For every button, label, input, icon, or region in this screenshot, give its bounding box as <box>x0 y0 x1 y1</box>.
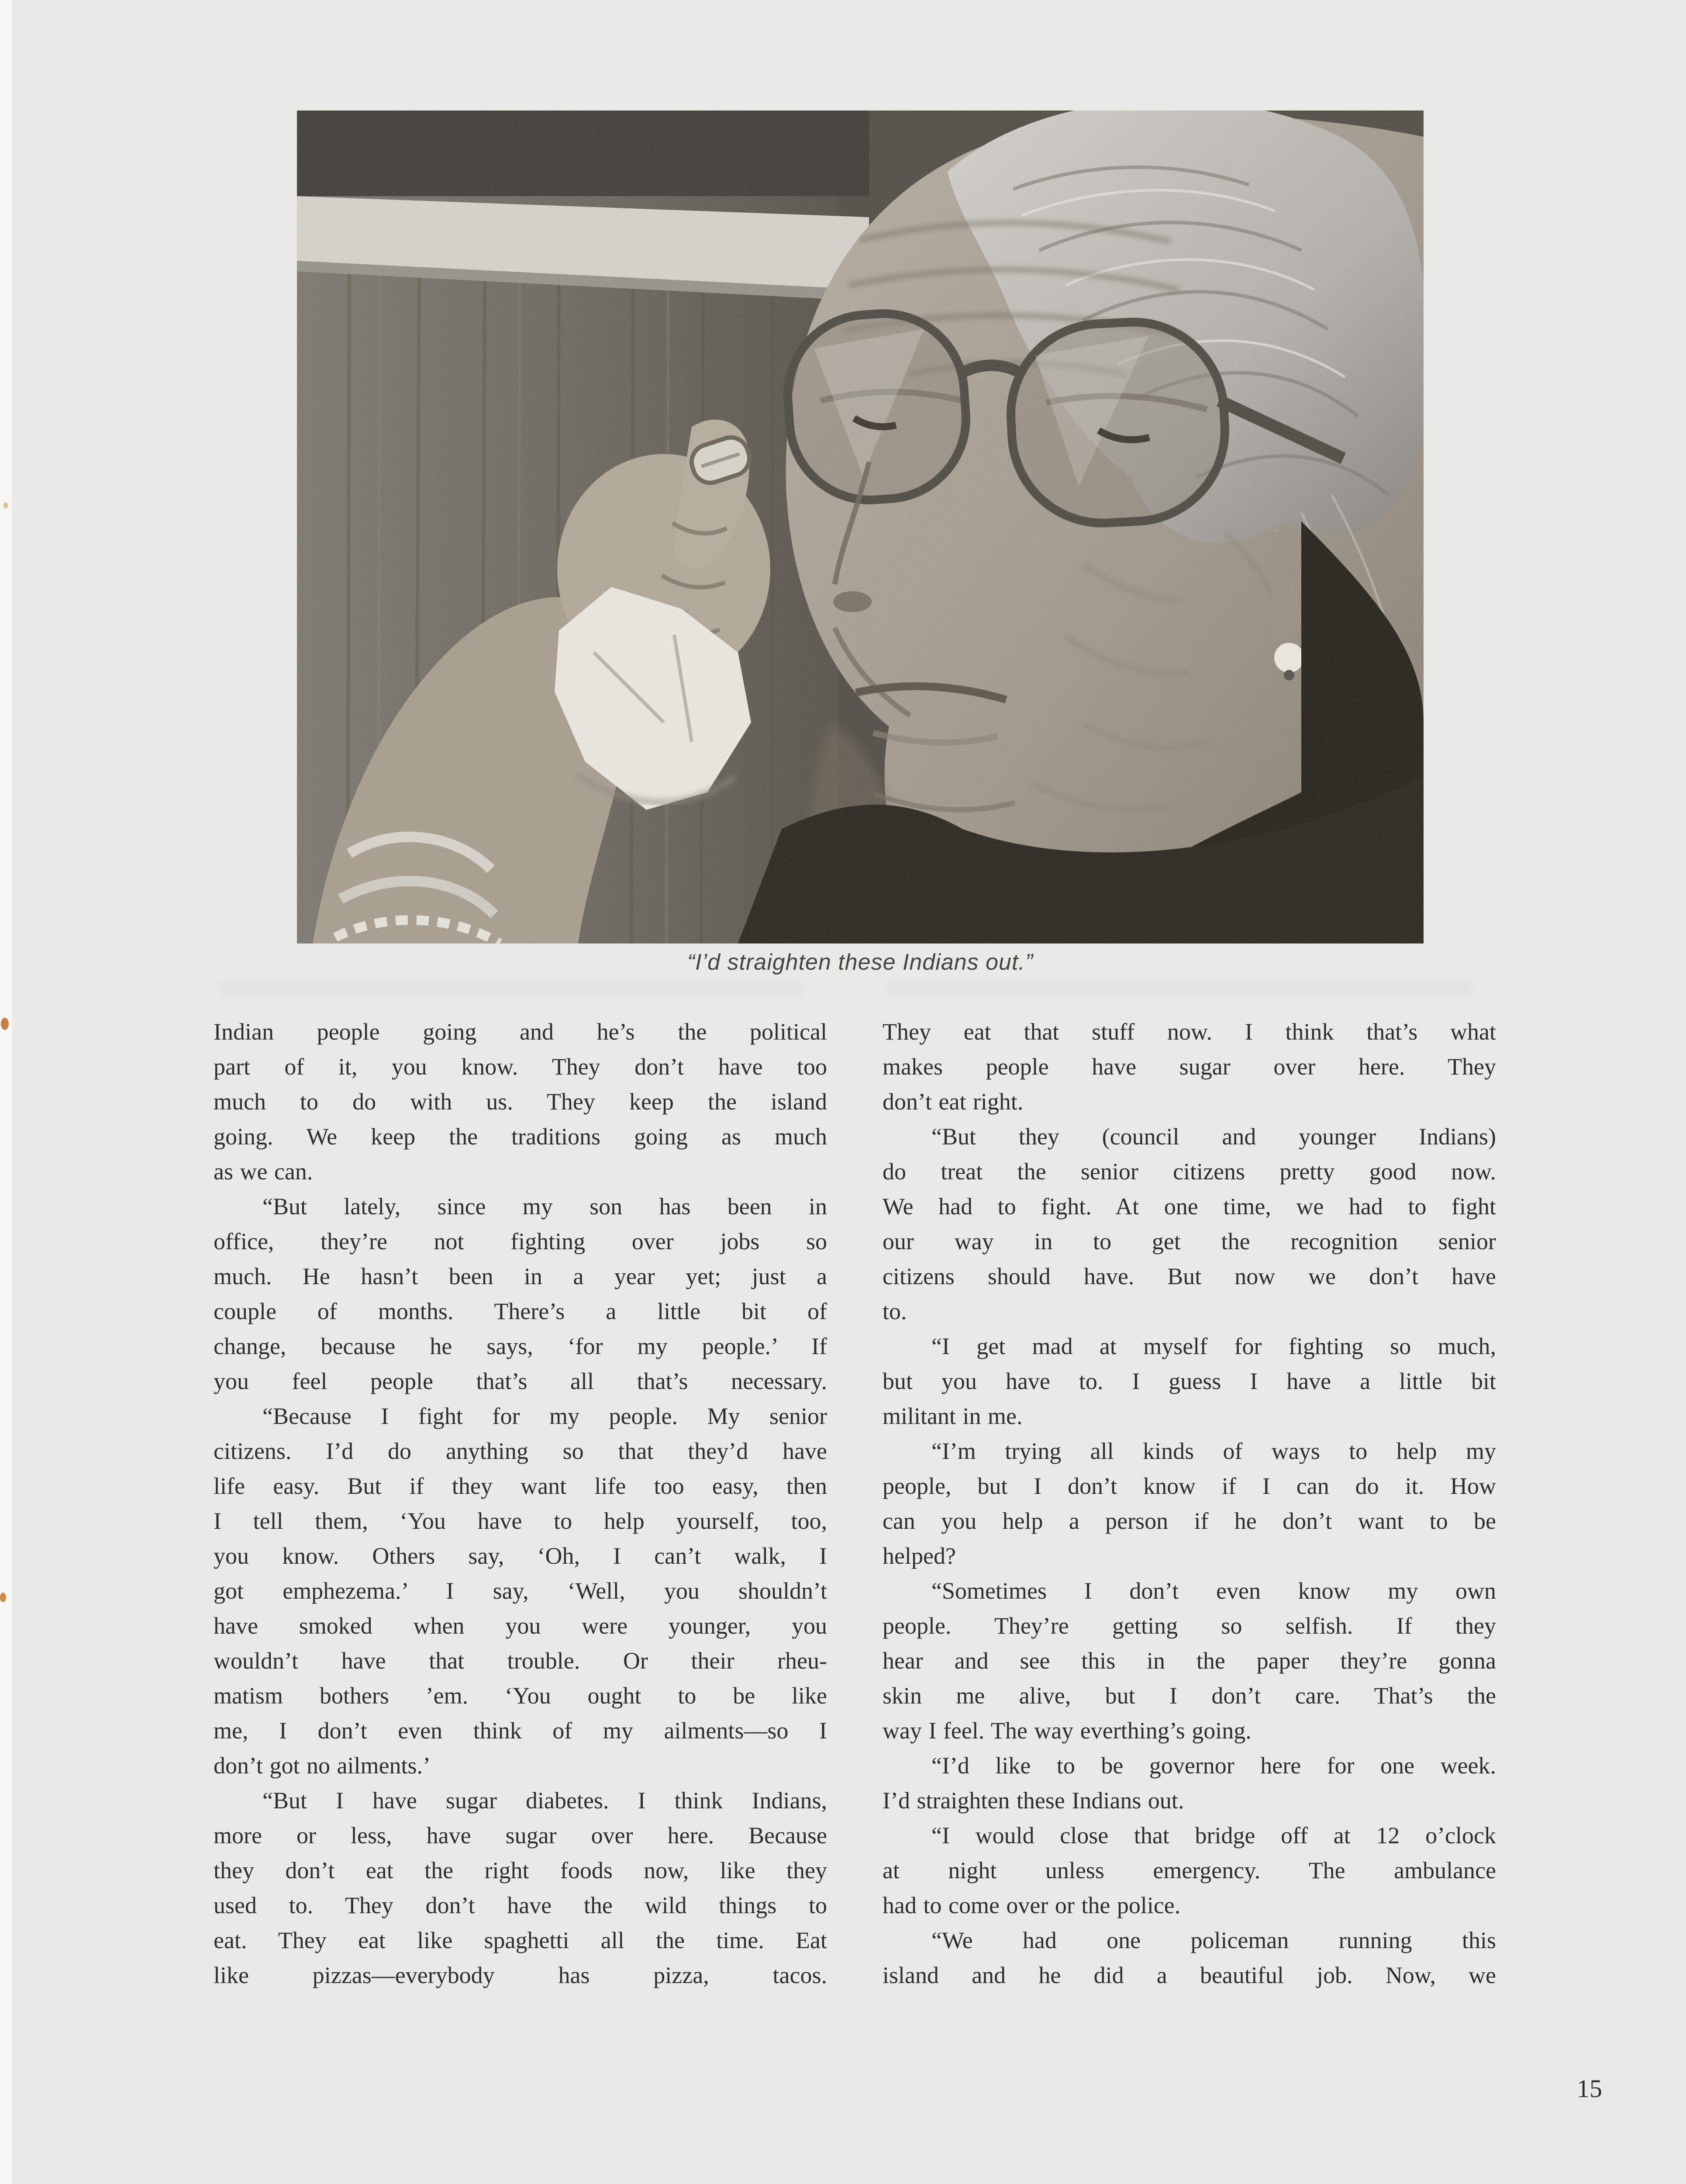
photo-grain <box>297 111 1424 943</box>
text-line: way I feel. The way everthing’s going. <box>883 1717 1252 1744</box>
paragraph <box>883 1434 1496 1573</box>
text-line: skin me alive, but I don’t care. That’s the <box>883 1683 1496 1709</box>
text-line: citizens should have. But now we don’t have <box>883 1263 1496 1289</box>
show-through <box>886 981 1472 996</box>
text-line: “But I have sugar diabetes. I think Indians, <box>262 1787 827 1814</box>
paragraph <box>883 1014 1496 1119</box>
text-line: militant in me. <box>883 1403 1023 1429</box>
text-line: but you have to. I guess I have a little bit <box>883 1368 1496 1394</box>
text-line: don’t eat right. <box>883 1089 1024 1115</box>
text-line: much. He hasn’t been in a year yet; just a <box>214 1263 827 1289</box>
photo-caption: “I’d straighten these Indians out.” <box>687 950 1034 975</box>
paragraph <box>214 1783 827 1993</box>
text-line: part of it, you know. They don’t have too <box>214 1054 827 1080</box>
scan-edge-strip <box>0 0 12 2184</box>
text-line: “I’m trying all kinds of ways to help my <box>931 1438 1496 1464</box>
scan-speck <box>1 1018 9 1030</box>
text-line: more or less, have sugar over here. Because <box>214 1822 827 1849</box>
text-line: “I would close that bridge off at 12 o’clock <box>931 1822 1496 1849</box>
paragraph <box>214 1014 827 1189</box>
text-line: life easy. But if they want life too easy, then <box>214 1473 827 1499</box>
paragraph <box>214 1399 827 1783</box>
text-line: “We had one policeman running this <box>931 1927 1496 1953</box>
text-line: hear and see this in the paper they’re gonna <box>883 1648 1496 1674</box>
text-line: at night unless emergency. The ambulance <box>883 1857 1496 1883</box>
portrait-photo <box>297 111 1424 943</box>
text-line: “Because I fight for my people. My senior <box>262 1403 827 1429</box>
paragraph <box>214 1189 827 1399</box>
text-line: had to come over or the police. <box>883 1892 1181 1918</box>
text-line: We had to fight. At one time, we had to fight <box>883 1193 1496 1220</box>
scan-speck <box>3 502 8 508</box>
text-line: don’t got no ailments.’ <box>214 1752 431 1779</box>
text-line: can you help a person if he don’t want to be <box>883 1508 1496 1534</box>
text-line: I’d straighten these Indians out. <box>883 1787 1184 1814</box>
text-line: going. We keep the traditions going as much <box>214 1123 827 1150</box>
page-number: 15 <box>1577 2074 1602 2103</box>
text-line: change, because he says, ‘for my people.’ If <box>214 1333 827 1359</box>
text-line: helped? <box>883 1543 956 1569</box>
text-line: used to. They don’t have the wild things to <box>214 1892 827 1918</box>
text-line: much to do with us. They keep the island <box>214 1089 827 1115</box>
paragraph <box>883 1748 1496 1818</box>
text-line: our way in to get the recognition senior <box>883 1228 1496 1254</box>
text-line: you feel people that’s all that’s necessary. <box>214 1368 827 1394</box>
text-line: people. They’re getting so selfish. If they <box>883 1613 1496 1639</box>
text-line: matism bothers ’em. ‘You ought to be like <box>214 1683 827 1709</box>
paragraph <box>883 1818 1496 1923</box>
text-line: to. <box>883 1298 907 1324</box>
left-text-column <box>214 1014 827 1993</box>
text-line: Indian people going and he’s the political <box>214 1019 827 1045</box>
text-line: they don’t eat the right foods now, like they <box>214 1857 827 1883</box>
text-line: me, I don’t even think of my ailments—so I <box>214 1717 827 1744</box>
text-line: citizens. I’d do anything so that they’d have <box>214 1438 827 1464</box>
text-line: couple of months. There’s a little bit of <box>214 1298 827 1324</box>
text-line: “I get mad at myself for fighting so much, <box>931 1333 1496 1359</box>
right-text-column <box>883 1014 1496 1993</box>
text-line: “I’d like to be governor here for one week. <box>931 1752 1496 1779</box>
text-line: I tell them, ‘You have to help yourself, too, <box>214 1508 827 1534</box>
text-line: “But lately, since my son has been in <box>262 1193 827 1220</box>
text-line: you know. Others say, ‘Oh, I can’t walk, I <box>214 1543 827 1569</box>
text-line: have smoked when you were younger, you <box>214 1613 827 1639</box>
text-line: They eat that stuff now. I think that’s what <box>883 1019 1496 1045</box>
text-line: as we can. <box>214 1158 313 1185</box>
paragraph <box>883 1573 1496 1748</box>
text-line: got emphezema.’ I say, ‘Well, you shouldn’t <box>214 1578 827 1604</box>
text-line: makes people have sugar over here. They <box>883 1054 1496 1080</box>
paragraph <box>883 1923 1496 1993</box>
show-through <box>218 981 803 996</box>
text-line: like pizzas—everybody has pizza, tacos. <box>214 1962 827 1988</box>
text-line: “But they (council and younger Indians) <box>931 1123 1496 1150</box>
paragraph <box>883 1329 1496 1434</box>
text-line: office, they’re not fighting over jobs so <box>214 1228 827 1254</box>
scan-speck <box>0 1593 6 1602</box>
portrait-photo-illustration <box>297 111 1424 943</box>
text-line: wouldn’t have that trouble. Or their rheu- <box>214 1648 827 1674</box>
text-line: eat. They eat like spaghetti all the time. Eat <box>214 1927 827 1953</box>
text-line: island and he did a beautiful job. Now, we <box>883 1962 1496 1988</box>
text-line: “Sometimes I don’t even know my own <box>931 1578 1496 1604</box>
paragraph <box>883 1119 1496 1329</box>
text-line: do treat the senior citizens pretty good now. <box>883 1158 1496 1185</box>
text-line: people, but I don’t know if I can do it. How <box>883 1473 1496 1499</box>
